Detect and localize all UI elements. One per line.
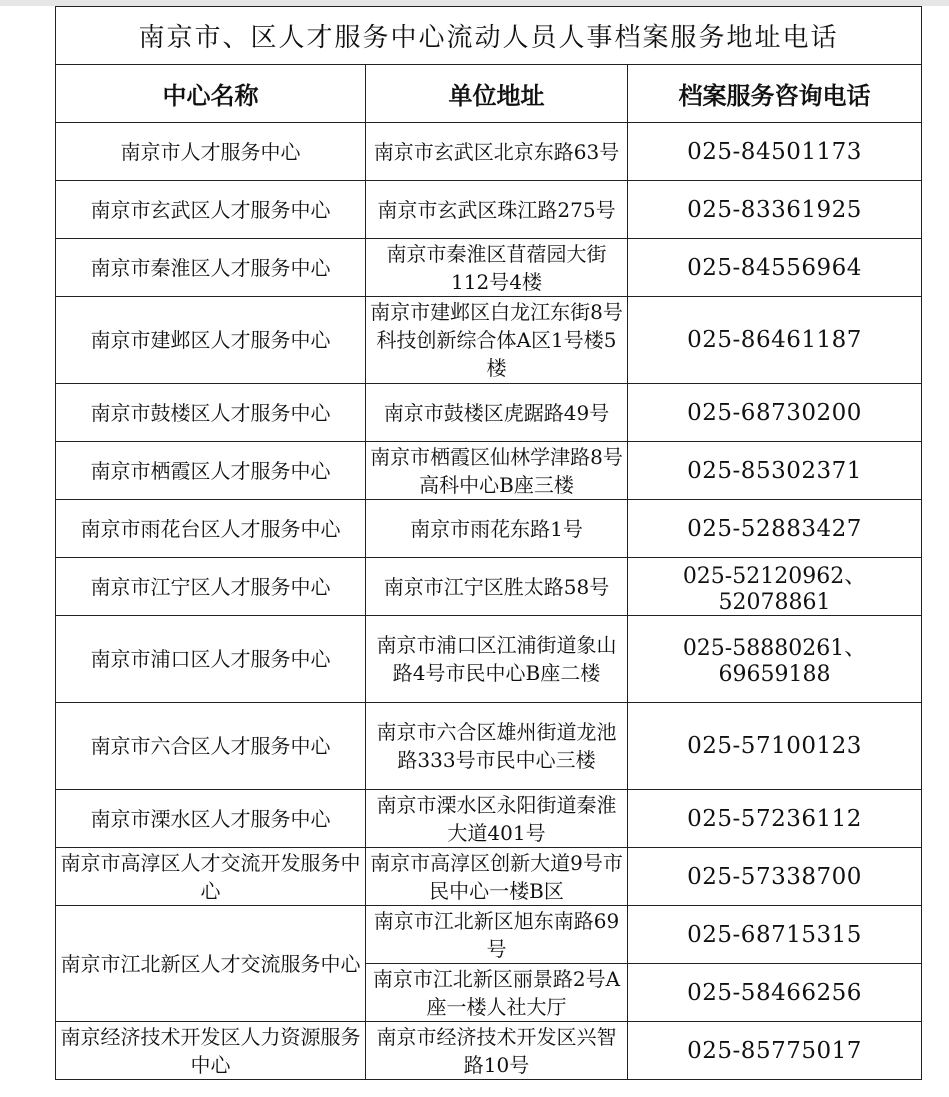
table-row: [56, 703, 922, 790]
header-phone: 档案服务咨询电话: [628, 65, 922, 123]
table-row: [56, 616, 922, 703]
center-phone: 025-57100123: [628, 703, 922, 790]
table-row: [56, 848, 922, 906]
center-address: 南京市溧水区永阳街道秦淮大道401号: [366, 790, 628, 848]
center-phone: 025-85775017: [628, 1022, 922, 1080]
center-phone: 025-58880261、69659188: [628, 616, 922, 703]
center-name: 南京经济技术开发区人力资源服务中心: [56, 1022, 366, 1080]
center-name: 南京市六合区人才服务中心: [56, 703, 366, 790]
center-address: 南京市鼓楼区虎踞路49号: [366, 384, 628, 442]
center-address: 南京市玄武区北京东路63号: [366, 123, 628, 181]
center-phone: 025-52883427: [628, 500, 922, 558]
center-phone: 025-68715315: [628, 906, 922, 964]
center-address: 南京市六合区雄州街道龙池路333号市民中心三楼: [366, 703, 628, 790]
center-phone: 025-85302371: [628, 442, 922, 500]
table-row: [56, 442, 922, 500]
center-address: 南京市江宁区胜太路58号: [366, 558, 628, 616]
table-row: [56, 906, 922, 964]
archive-service-table: [55, 6, 922, 1080]
header-name: 中心名称: [56, 65, 366, 123]
table-row: [56, 500, 922, 558]
table-title: 南京市、区人才服务中心流动人员人事档案服务地址电话: [56, 7, 922, 65]
center-phone: 025-57236112: [628, 790, 922, 848]
table-row: [56, 790, 922, 848]
center-phone: 025-58466256: [628, 964, 922, 1022]
center-address: 南京市秦淮区苜蓿园大街112号4楼: [366, 239, 628, 297]
center-address: 南京市高淳区创新大道9号市民中心一楼B区: [366, 848, 628, 906]
center-phone: 025-86461187: [628, 297, 922, 384]
header-row: [56, 65, 922, 123]
center-name: 南京市玄武区人才服务中心: [56, 181, 366, 239]
center-phone: 025-68730200: [628, 384, 922, 442]
table-row: [56, 297, 922, 384]
center-name: 南京市栖霞区人才服务中心: [56, 442, 366, 500]
center-address: 南京市浦口区江浦街道象山路4号市民中心B座二楼: [366, 616, 628, 703]
header-address: 单位地址: [366, 65, 628, 123]
center-address: 南京市玄武区珠江路275号: [366, 181, 628, 239]
table-row: [56, 558, 922, 616]
center-phone: 025-52120962、52078861: [628, 558, 922, 616]
center-phone: 025-57338700: [628, 848, 922, 906]
center-name: 南京市鼓楼区人才服务中心: [56, 384, 366, 442]
center-name: 南京市溧水区人才服务中心: [56, 790, 366, 848]
table-row: [56, 239, 922, 297]
center-address: 南京市江北新区旭东南路69号: [366, 906, 628, 964]
table-row: [56, 123, 922, 181]
center-phone: 025-83361925: [628, 181, 922, 239]
title-row: [56, 7, 922, 65]
table-row: [56, 181, 922, 239]
center-name: 南京市浦口区人才服务中心: [56, 616, 366, 703]
center-address: 南京市经济技术开发区兴智路10号: [366, 1022, 628, 1080]
center-name: 南京市人才服务中心: [56, 123, 366, 181]
center-address: 南京市江北新区丽景路2号A座一楼人社大厅: [366, 964, 628, 1022]
center-name: 南京市秦淮区人才服务中心: [56, 239, 366, 297]
center-name: 南京市高淳区人才交流开发服务中心: [56, 848, 366, 906]
table-row: [56, 384, 922, 442]
center-name: 南京市江北新区人才交流服务中心: [56, 906, 366, 1022]
table-row: [56, 1022, 922, 1080]
center-phone: 025-84556964: [628, 239, 922, 297]
center-name: 南京市江宁区人才服务中心: [56, 558, 366, 616]
center-address: 南京市栖霞区仙林学津路8号高科中心B座三楼: [366, 442, 628, 500]
center-address: 南京市雨花东路1号: [366, 500, 628, 558]
center-phone: 025-84501173: [628, 123, 922, 181]
center-name: 南京市建邺区人才服务中心: [56, 297, 366, 384]
center-address: 南京市建邺区白龙江东街8号科技创新综合体A区1号楼5楼: [366, 297, 628, 384]
center-name: 南京市雨花台区人才服务中心: [56, 500, 366, 558]
